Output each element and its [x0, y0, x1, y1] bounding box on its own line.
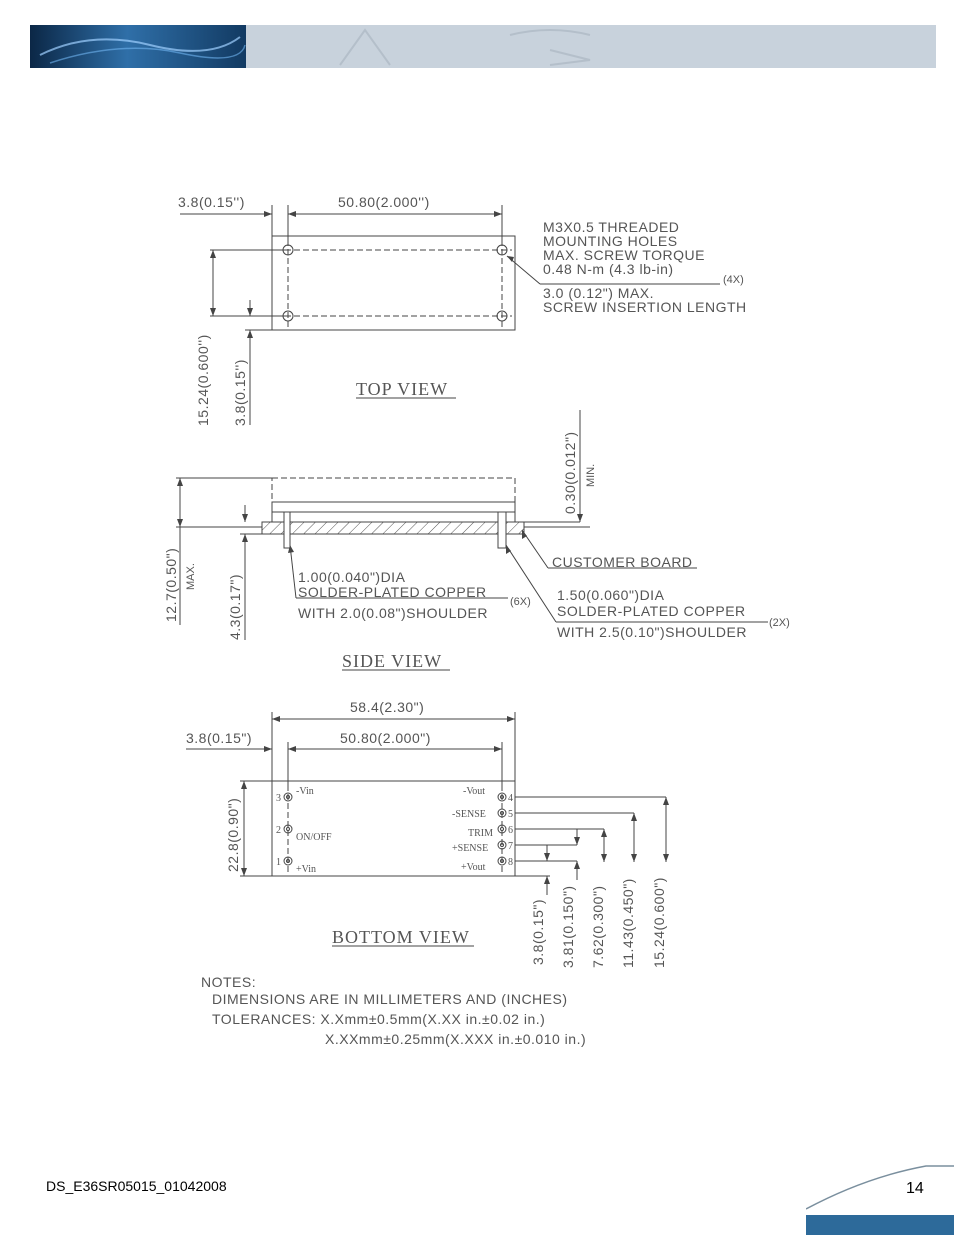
bottom-dim-length: 58.4(2.30"): [350, 699, 425, 715]
side-pin-small-line: SOLDER-PLATED COPPER: [298, 584, 487, 600]
side-pin-large: [498, 512, 506, 548]
bottom-vdim: 7.62(0.300"): [590, 885, 606, 968]
top-note-line: 0.48 N-m (4.3 lb-in): [543, 261, 674, 277]
pin-num: 2: [276, 825, 281, 836]
side-pin-small-line: WITH 2.0(0.08")SHOULDER: [298, 605, 488, 621]
bottom-dim-width: 22.8(0.90"): [225, 797, 241, 872]
pin-label: -Vin: [296, 786, 314, 797]
top-note-line: MAX. SCREW TORQUE: [543, 247, 706, 263]
pin-label: +SENSE: [452, 843, 489, 854]
notes-heading: NOTES:: [201, 974, 257, 990]
side-view-title: SIDE VIEW: [342, 651, 443, 671]
pin-num: 3: [276, 793, 281, 804]
notes-line: DIMENSIONS ARE IN MILLIMETERS AND (INCHES): [212, 991, 568, 1007]
side-pin-large-qty: (2X): [769, 617, 790, 629]
side-pin-large-line: SOLDER-PLATED COPPER: [557, 603, 746, 619]
top-note-line: SCREW INSERTION LENGTH: [543, 299, 747, 315]
bottom-dim-pin-pitch: 50.80(2.000"): [340, 730, 431, 746]
top-dim-hole-offset: 3.8(0.15''): [178, 194, 245, 210]
top-view-title: TOP VIEW: [356, 379, 449, 399]
pin-label: TRIM: [468, 828, 493, 839]
pin-num: 1: [276, 857, 281, 868]
side-dim-min: MIN.: [585, 463, 597, 487]
side-dim-shoulder: 4.3(0.17"): [227, 573, 243, 640]
pin-label: -SENSE: [452, 809, 486, 820]
pin-label: ON/OFF: [296, 832, 332, 843]
side-pin-small: [284, 512, 290, 548]
side-dim-max: MAX.: [185, 563, 197, 590]
notes-line: TOLERANCES: X.Xmm±0.5mm(X.XX in.±0.02 in.): [212, 1011, 546, 1027]
top-note-line: M3X0.5 THREADED: [543, 219, 680, 235]
side-pin-small-qty: (6X): [510, 596, 531, 608]
top-note-line: 3.0 (0.12") MAX.: [543, 285, 655, 301]
bottom-vdim: 3.8(0.15"): [530, 898, 546, 965]
side-view-case: [272, 478, 515, 502]
side-dim-height: 12.7(0.50"): [163, 547, 179, 622]
page-number: 14: [906, 1180, 924, 1197]
pin-num: 5: [508, 809, 513, 820]
top-dim-height: 15.24(0.600''): [195, 334, 211, 426]
side-pin-small-line: 1.00(0.040")DIA: [298, 569, 406, 585]
pin-label: +Vout: [461, 862, 486, 873]
footer-corner-graphic: [806, 1162, 954, 1235]
top-dim-hole-pitch: 50.80(2.000''): [338, 194, 430, 210]
side-customer-board: CUSTOMER BOARD: [552, 554, 693, 570]
top-dim-hole-offset-v: 3.8(0.15''): [232, 359, 248, 426]
pin-label: -Vout: [463, 786, 486, 797]
side-view-board: [262, 522, 524, 534]
pin-num: 4: [508, 793, 513, 804]
footer-doc-id: DS_E36SR05015_01042008: [46, 1178, 227, 1194]
bottom-dim-pin-offset: 3.8(0.15"): [186, 730, 253, 746]
notes-line: X.XXmm±0.25mm(X.XXX in.±0.010 in.): [325, 1031, 587, 1047]
pin-num: 6: [508, 825, 513, 836]
side-dim-clearance: 0.30(0.012"): [562, 431, 578, 514]
bottom-vdim: 11.43(0.450"): [620, 878, 636, 968]
side-pin-large-line: 1.50(0.060")DIA: [557, 587, 665, 603]
bottom-vdim: 15.24(0.600"): [651, 877, 667, 968]
pin-num: 8: [508, 857, 513, 868]
top-note-line: MOUNTING HOLES: [543, 233, 678, 249]
top-note-qty: (4X): [723, 274, 744, 286]
side-pin-large-line: WITH 2.5(0.10")SHOULDER: [557, 624, 747, 640]
pin-label: +Vin: [296, 864, 317, 875]
pin-num: 7: [508, 841, 513, 852]
side-view-baseplate: [272, 502, 515, 512]
bottom-vdim: 3.81(0.150"): [560, 885, 576, 968]
bottom-view-title: BOTTOM VIEW: [332, 927, 470, 947]
